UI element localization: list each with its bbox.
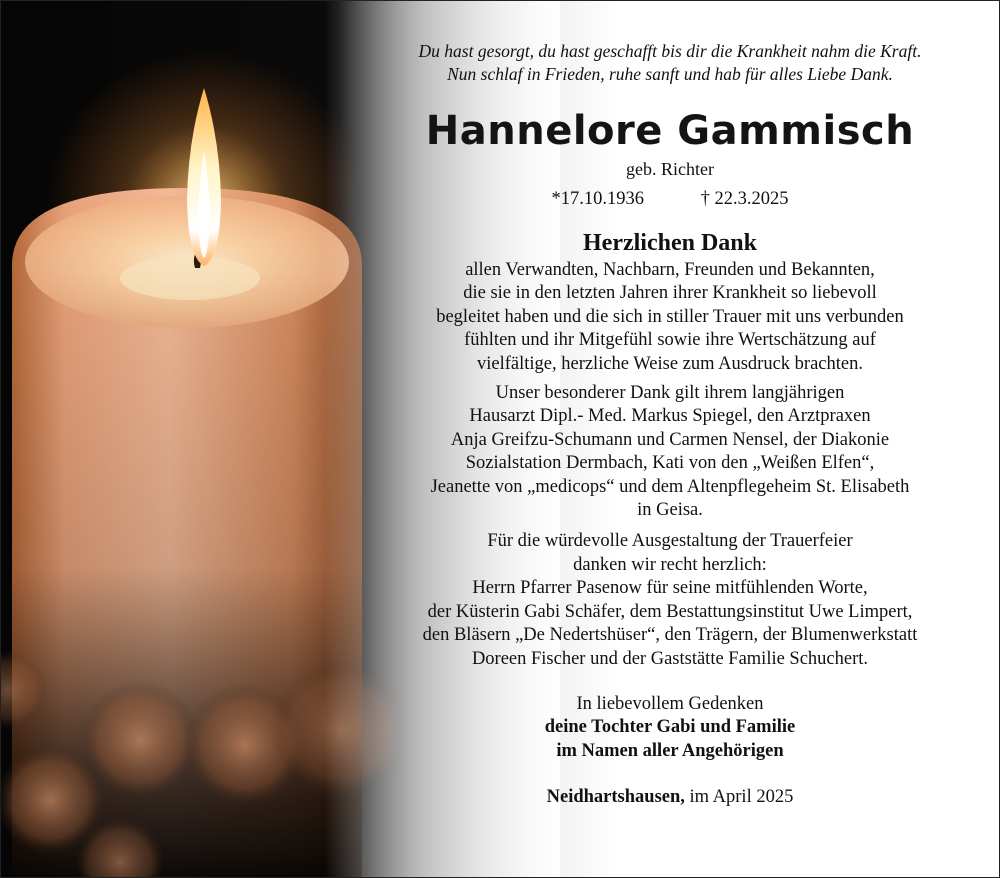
text-line: begleitet haben und die sich in stiller Trauer mit uns verbunden (436, 306, 904, 327)
text-line: Sozialstation Dermbach, Kati von den „Weißen Elfen“, (465, 453, 875, 474)
closing-block (370, 693, 970, 763)
text-line: danken wir recht herzlich: (573, 554, 767, 575)
text-line: allen Verwandten, Nachbarn, Freunden und Bekannten, (465, 260, 875, 280)
thanks-paragraph-2 (370, 382, 970, 522)
place-and-date (370, 785, 970, 809)
life-dates (370, 187, 970, 211)
notice-text (370, 40, 970, 809)
quote-line: Nun schlaf in Frieden, ruhe sanft und hab für alles Liebe Dank. (447, 64, 893, 84)
closing-phrase: In liebevollem Gedenken (576, 693, 764, 714)
deceased-name: Hannelore Gammisch (425, 108, 915, 154)
text-line: Hausarzt Dipl.- Med. Markus Spiegel, den Arztpraxen (469, 406, 871, 427)
text-line: Unser besonderer Dank gilt ihrem langjährigen (495, 383, 845, 404)
text-line: den Bläsern „De Nedertshüser“, den Trägern, der Blumenwerkstatt (422, 625, 918, 646)
place-name: Neidhartshausen, (546, 787, 685, 808)
text-line: der Küsterin Gabi Schäfer, dem Bestattungsinstitut Uwe Limpert, (427, 601, 913, 622)
birth-date: *17.10.1936 (551, 189, 644, 209)
death-date: † 22.3.2025 (700, 189, 789, 209)
notice-date: im April 2025 (689, 787, 794, 808)
text-line: in Geisa. (637, 500, 703, 521)
birth-name: geb. Richter (626, 159, 714, 179)
memorial-quote (370, 40, 970, 86)
signatory-line: deine Tochter Gabi und Familie (544, 717, 796, 738)
text-line: Doreen Fischer und der Gaststätte Familie Schuchert. (471, 648, 869, 669)
signatory-line: im Namen aller Angehörigen (556, 740, 784, 761)
text-line: Jeanette von „medicops“ und dem Altenpflegeheim St. Elisabeth (430, 476, 910, 497)
text-line: fühlten und ihr Mitgefühl sowie ihre Wertschätzung auf (464, 330, 876, 351)
text-line: Herrn Pfarrer Pasenow für seine mitfühlenden Worte, (472, 578, 868, 599)
text-line: Für die würdevolle Ausgestaltung der Trauerfeier (487, 531, 853, 552)
text-line: vielfältige, herzliche Weise zum Ausdruck brachten. (476, 353, 863, 374)
text-line: Anja Greifzu-Schumann und Carmen Nensel, der Diakonie (450, 429, 890, 450)
text-line: die sie in den letzten Jahren ihrer Krankheit so liebevoll (463, 283, 877, 304)
thanks-heading: Herzlichen Dank (583, 230, 757, 256)
thanks-paragraph-1 (370, 259, 970, 376)
quote-line: Du hast gesorgt, du hast geschafft bis dir die Krankheit nahm die Kraft. (418, 41, 922, 61)
thanks-paragraph-3 (370, 530, 970, 670)
